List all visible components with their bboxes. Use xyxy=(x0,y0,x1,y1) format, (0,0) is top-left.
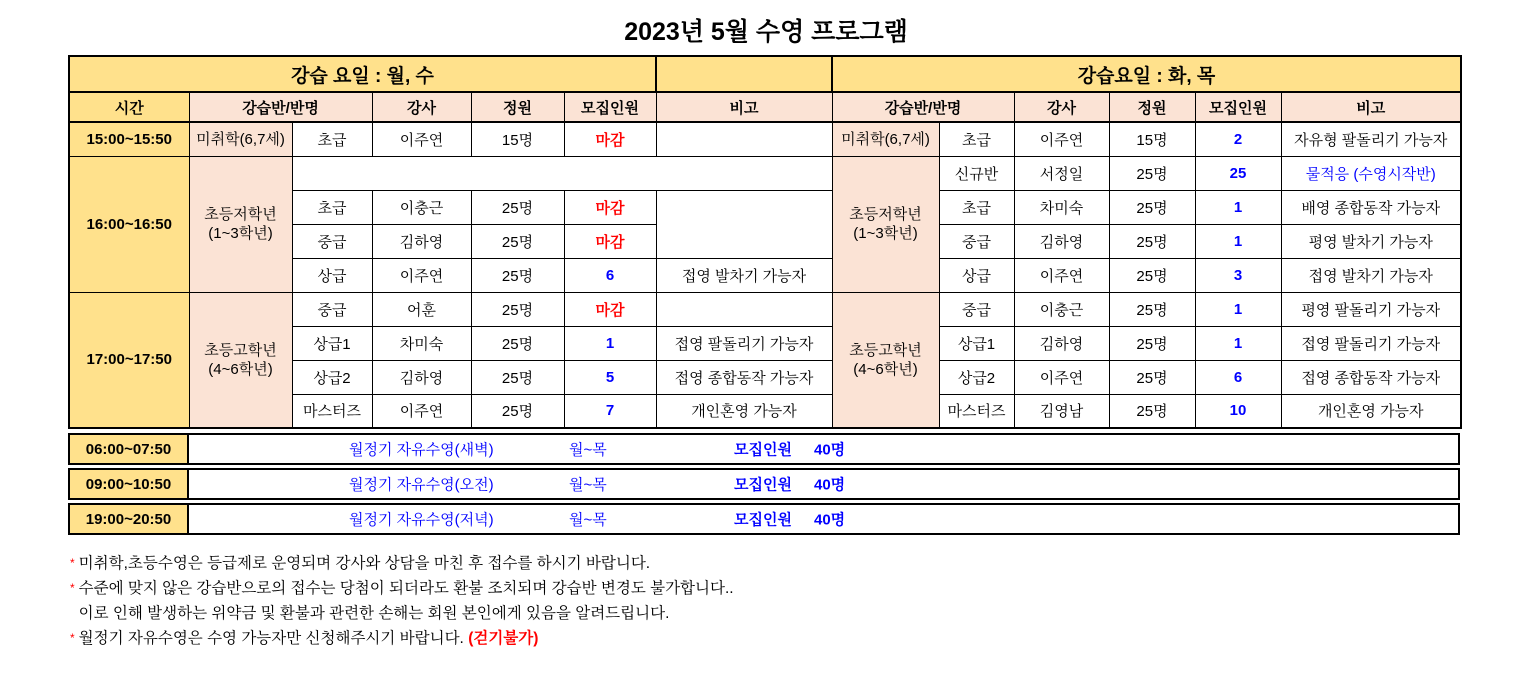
recruit-cell: 6 xyxy=(564,258,656,292)
recruit-cell: 7 xyxy=(564,394,656,428)
time-cell: 16:00~16:50 xyxy=(69,156,189,292)
instructor-cell: 김하영 xyxy=(372,360,471,394)
class-cell: 마스터즈 xyxy=(292,394,372,428)
recruit-cell: 마감 xyxy=(564,122,656,156)
col-header-instructor-right: 강사 xyxy=(1014,92,1109,122)
note-cell: 개인혼영 가능자 xyxy=(1281,394,1461,428)
free-swim-row xyxy=(68,503,1460,535)
note-cell: 접영 발차기 가능자 xyxy=(1281,258,1461,292)
instructor-cell: 이주연 xyxy=(372,122,471,156)
right-band-title: 강습요일 : 화, 목 xyxy=(832,56,1461,92)
empty-merged-cell xyxy=(292,156,832,190)
recruit-cell: 1 xyxy=(1195,224,1281,258)
group-grade: (4~6학년) xyxy=(853,360,918,378)
free-swim-days: 월~목 xyxy=(569,441,607,459)
instructor-cell: 어훈 xyxy=(372,292,471,326)
instructor-cell: 이충근 xyxy=(1014,292,1109,326)
group-cell: 미취학(6,7세) xyxy=(189,122,292,156)
capacity-cell: 25명 xyxy=(1109,156,1195,190)
col-header-note-right: 비고 xyxy=(1281,92,1461,122)
recruit-cell: 2 xyxy=(1195,122,1281,156)
capacity-cell: 25명 xyxy=(1109,360,1195,394)
capacity-cell: 25명 xyxy=(471,394,564,428)
class-cell: 초급 xyxy=(939,190,1014,224)
recruit-cell: 5 xyxy=(564,360,656,394)
recruit-cell: 마감 xyxy=(564,292,656,326)
free-swim-recruit-label: 모집인원 xyxy=(734,441,792,459)
class-cell: 중급 xyxy=(292,224,372,258)
footnote-line xyxy=(70,576,734,601)
col-header-capacity-right: 정원 xyxy=(1109,92,1195,122)
capacity-cell: 25명 xyxy=(1109,292,1195,326)
recruit-cell: 1 xyxy=(564,326,656,360)
page-title: 2023년 5월 수영 프로그램 xyxy=(624,18,908,46)
class-cell: 중급 xyxy=(939,224,1014,258)
capacity-cell: 25명 xyxy=(1109,394,1195,428)
instructor-cell: 이주연 xyxy=(1014,122,1109,156)
class-cell: 신규반 xyxy=(939,156,1014,190)
instructor-cell: 김영남 xyxy=(1014,394,1109,428)
note-cell: 접영 팔돌리기 가능자 xyxy=(656,326,832,360)
header-row xyxy=(69,92,1461,122)
time-cell: 06:00~07:50 xyxy=(70,435,189,463)
free-swim-name: 월정기 자유수영(오전) xyxy=(349,476,494,494)
class-cell: 상급1 xyxy=(939,326,1014,360)
capacity-cell: 25명 xyxy=(471,190,564,224)
time-cell: 15:00~15:50 xyxy=(69,122,189,156)
footnote-line xyxy=(70,601,734,626)
capacity-cell: 25명 xyxy=(1109,224,1195,258)
instructor-cell: 차미숙 xyxy=(372,326,471,360)
capacity-cell: 25명 xyxy=(1109,190,1195,224)
capacity-cell: 25명 xyxy=(1109,326,1195,360)
recruit-cell: 마감 xyxy=(564,224,656,258)
note-cell-empty xyxy=(656,292,832,326)
instructor-cell: 김하영 xyxy=(1014,326,1109,360)
capacity-cell: 25명 xyxy=(471,360,564,394)
free-swim-info xyxy=(189,470,1458,498)
instructor-cell: 김하영 xyxy=(372,224,471,258)
capacity-cell: 25명 xyxy=(471,292,564,326)
col-header-note-left: 비고 xyxy=(656,92,832,122)
recruit-cell: 마감 xyxy=(564,190,656,224)
footnote-text: 미취학,초등수영은 등급제로 운영되며 강사와 상담을 마친 후 접수를 하시기 바랍니다. xyxy=(78,555,651,572)
free-swim-recruit-label: 모집인원 xyxy=(734,511,792,529)
group-grade: (4~6학년) xyxy=(208,360,273,378)
note-cell: 배영 종합동작 가능자 xyxy=(1281,190,1461,224)
note-cell: 접영 종합동작 가능자 xyxy=(656,360,832,394)
recruit-cell: 1 xyxy=(1195,190,1281,224)
footnote-warning: (걷기불가) xyxy=(468,630,539,647)
recruit-cell: 6 xyxy=(1195,360,1281,394)
group-cell xyxy=(832,292,939,428)
asterisk: * xyxy=(70,556,75,570)
col-header-capacity-left: 정원 xyxy=(471,92,564,122)
free-swim-count: 40명 xyxy=(814,476,846,494)
recruit-cell: 25 xyxy=(1195,156,1281,190)
col-header-class-right: 강습반/반명 xyxy=(832,92,1014,122)
capacity-cell: 25명 xyxy=(471,224,564,258)
asterisk: * xyxy=(70,631,75,645)
asterisk: * xyxy=(70,581,75,595)
col-header-instructor-left: 강사 xyxy=(372,92,471,122)
free-swim-days: 월~목 xyxy=(569,511,607,529)
instructor-cell: 이충근 xyxy=(372,190,471,224)
schedule-table xyxy=(68,55,1462,429)
group-name: 초등저학년 xyxy=(849,206,922,223)
instructor-cell: 서정일 xyxy=(1014,156,1109,190)
time-cell: 17:00~17:50 xyxy=(69,292,189,428)
footnote-line xyxy=(70,626,734,651)
note-cell: 접영 발차기 가능자 xyxy=(656,258,832,292)
time-cell: 19:00~20:50 xyxy=(70,505,189,533)
footnote-line xyxy=(70,551,734,576)
recruit-cell: 1 xyxy=(1195,292,1281,326)
table-row xyxy=(69,292,1461,326)
class-cell: 중급 xyxy=(939,292,1014,326)
col-header-recruit-right: 모집인원 xyxy=(1195,92,1281,122)
capacity-cell: 25명 xyxy=(1109,258,1195,292)
free-swim-days: 월~목 xyxy=(569,476,607,494)
recruit-cell: 10 xyxy=(1195,394,1281,428)
class-cell: 초급 xyxy=(292,122,372,156)
class-cell: 상급1 xyxy=(292,326,372,360)
note-cell: 개인혼영 가능자 xyxy=(656,394,832,428)
footnotes xyxy=(70,551,734,651)
table-row xyxy=(69,156,1461,190)
recruit-cell: 1 xyxy=(1195,326,1281,360)
instructor-cell: 이주연 xyxy=(1014,360,1109,394)
free-swim-name: 월정기 자유수영(저녁) xyxy=(349,511,494,529)
footnote-text: 이로 인해 발생하는 위약금 및 환불과 관련한 손해는 회원 본인에게 있음을 알려드립니다. xyxy=(78,605,670,622)
instructor-cell: 이주연 xyxy=(372,394,471,428)
free-swim-info xyxy=(189,435,1458,463)
left-band-title: 강습 요일 : 월, 수 xyxy=(69,56,656,92)
free-swim-count: 40명 xyxy=(814,511,846,529)
class-cell: 상급 xyxy=(292,258,372,292)
instructor-cell: 이주연 xyxy=(372,258,471,292)
group-grade: (1~3학년) xyxy=(208,225,273,242)
class-cell: 초급 xyxy=(939,122,1014,156)
note-cell: 물적응 (수영시작반) xyxy=(1281,156,1461,190)
free-swim-count: 40명 xyxy=(814,441,846,459)
class-cell: 상급2 xyxy=(292,360,372,394)
col-header-class-left: 강습반/반명 xyxy=(189,92,372,122)
note-cell: 평영 팔돌리기 가능자 xyxy=(1281,292,1461,326)
class-cell: 마스터즈 xyxy=(939,394,1014,428)
free-swim-name: 월정기 자유수영(새벽) xyxy=(349,441,494,459)
class-cell: 초급 xyxy=(292,190,372,224)
col-header-recruit-left: 모집인원 xyxy=(564,92,656,122)
capacity-cell: 25명 xyxy=(471,326,564,360)
instructor-cell: 김하영 xyxy=(1014,224,1109,258)
capacity-cell: 15명 xyxy=(471,122,564,156)
footnote-text: 월정기 자유수영은 수영 가능자만 신청해주시기 바랍니다. xyxy=(78,630,464,647)
free-swim-row xyxy=(68,468,1460,500)
free-swim-recruit-label: 모집인원 xyxy=(734,476,792,494)
group-cell xyxy=(189,292,292,428)
note-cell-empty xyxy=(656,190,832,258)
note-cell: 자유형 팔돌리기 가능자 xyxy=(1281,122,1461,156)
col-header-time: 시간 xyxy=(69,92,189,122)
free-swim-row xyxy=(68,433,1460,465)
group-grade: (1~3학년) xyxy=(853,225,918,242)
free-swim-info xyxy=(189,505,1458,533)
table-row xyxy=(69,122,1461,156)
group-cell: 미취학(6,7세) xyxy=(832,122,939,156)
note-cell: 접영 종합동작 가능자 xyxy=(1281,360,1461,394)
instructor-cell: 이주연 xyxy=(1014,258,1109,292)
group-name: 초등저학년 xyxy=(204,206,277,223)
band-spacer-cell xyxy=(656,56,832,92)
note-cell: 접영 팔돌리기 가능자 xyxy=(1281,326,1461,360)
note-cell: 평영 발차기 가능자 xyxy=(1281,224,1461,258)
instructor-cell: 차미숙 xyxy=(1014,190,1109,224)
class-cell: 상급2 xyxy=(939,360,1014,394)
class-cell: 상급 xyxy=(939,258,1014,292)
time-cell: 09:00~10:50 xyxy=(70,470,189,498)
group-name: 초등고학년 xyxy=(849,341,922,359)
footnote-text: 수준에 맞지 않은 강습반으로의 접수는 당첨이 되더라도 환불 조치되며 강습반 변경도 불가합니다.. xyxy=(78,580,734,597)
group-cell xyxy=(189,156,292,292)
class-cell: 중급 xyxy=(292,292,372,326)
band-row xyxy=(69,56,1461,92)
note-cell-empty xyxy=(656,122,832,156)
group-cell xyxy=(832,156,939,292)
recruit-cell: 3 xyxy=(1195,258,1281,292)
group-name: 초등고학년 xyxy=(204,341,277,359)
capacity-cell: 15명 xyxy=(1109,122,1195,156)
capacity-cell: 25명 xyxy=(471,258,564,292)
